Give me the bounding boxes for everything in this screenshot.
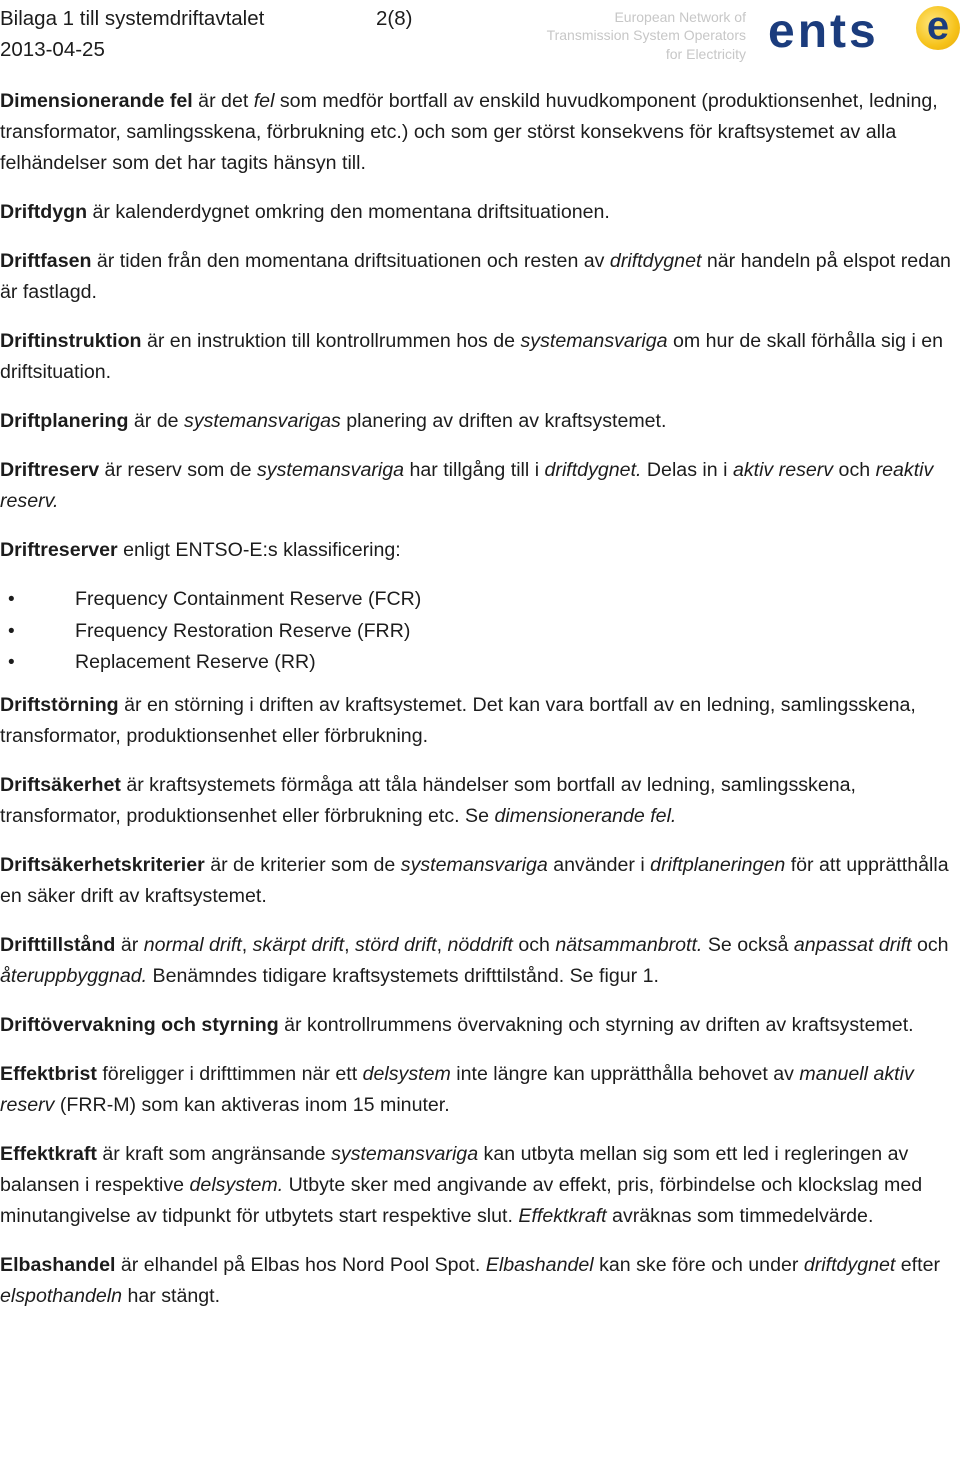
term-heading: Dimensionerande fel	[0, 90, 193, 112]
definition-text: avräknas som timmedelvärde.	[606, 1204, 874, 1227]
definition-text: är kraft som angränsande	[96, 1142, 332, 1165]
document-title: Bilaga 1 till systemdriftavtalet	[0, 7, 265, 30]
definition-text: är en störning i driften av kraftsystemet. Det kan vara bortfall av en ledning, samlingsskena, transformator, produktionsenhet eller förbrukning.	[0, 693, 916, 747]
bullet-icon: •	[8, 620, 15, 642]
definition-text: för att upprätthålla en säker drift av kraftsystemet.	[0, 853, 949, 907]
definition-driftstorning	[0, 690, 960, 752]
term-reference: återuppbyggnad.	[0, 964, 148, 987]
definition-text: och	[833, 459, 876, 481]
term-heading: Drifttillstånd	[0, 933, 116, 956]
term-reference: driftdygnet	[609, 250, 702, 272]
list-item-text: Replacement Reserve (RR)	[75, 651, 316, 673]
list-item	[0, 616, 960, 648]
definition-text: ,	[344, 933, 355, 956]
definition-text: ,	[436, 933, 448, 956]
definition-driftfasen	[0, 246, 960, 308]
term-heading: Driftinstruktion	[0, 330, 142, 352]
definition-text: efter	[895, 1253, 940, 1276]
term-reference: störd drift	[354, 933, 437, 956]
logo-e-emblem: e	[916, 6, 960, 50]
term-reference: manuell aktiv reserv	[0, 1062, 914, 1116]
logo-text: ents	[768, 5, 879, 58]
definition-driftreserver	[0, 535, 960, 566]
term-reference: systemansvariga	[520, 330, 668, 352]
definition-driftovervakning	[0, 1010, 960, 1041]
term-heading: Driftövervakning och styrning	[0, 1013, 279, 1036]
definition-driftreserv	[0, 455, 960, 517]
reserve-classification-list	[0, 584, 960, 679]
definition-text: när handeln på elspot redan är fastlagd.	[0, 250, 951, 303]
document-date: 2013-04-25	[0, 38, 105, 61]
definition-text: är de kriterier som de	[204, 853, 401, 876]
definition-text: har stängt.	[122, 1284, 221, 1307]
term-heading: Elbashandel	[0, 1253, 116, 1276]
definition-text: (FRR-M) som kan aktiveras inom 15 minuter.	[54, 1093, 450, 1116]
term-reference: systemansvariga	[331, 1142, 479, 1165]
term-heading: Driftfasen	[0, 250, 92, 272]
entsoe-logo	[768, 4, 960, 58]
definition-text: är tiden från den momentana driftsituationen och resten av	[91, 250, 610, 272]
definition-text: Benämndes tidigare kraftsystemets drifttilstånd. Se figur 1.	[147, 964, 659, 987]
org-name-line-2: Transmission System Operators	[546, 27, 746, 43]
term-heading: Driftsäkerhet	[0, 773, 121, 796]
definition-driftsakerhet	[0, 770, 960, 832]
term-reference: aktiv reserv	[732, 459, 834, 481]
definition-text: är kraftsystemets förmåga att tåla händelser som bortfall av ledning, samlingsskena, transformator, produktionsenhet eller förbrukning etc. Se	[0, 773, 856, 827]
definition-driftdygn	[0, 197, 960, 228]
definition-effektbrist	[0, 1059, 960, 1121]
definition-text: enligt ENTSO-E:s klassificering:	[117, 539, 401, 561]
bullet-icon: •	[8, 589, 15, 610]
term-heading: Driftstörning	[0, 693, 119, 716]
term-heading: Driftdygn	[0, 201, 88, 223]
term-heading: Driftreserver	[0, 539, 118, 561]
definition-text: Utbyte sker med angivande av effekt, pris, förbindelse och klockslag med minutangivelse av tidpunkt för utbytets start respektive slut.	[0, 1173, 923, 1227]
definition-text: är de	[128, 410, 185, 432]
definition-effektkraft	[0, 1139, 960, 1232]
list-item-text: Frequency Restoration Reserve (FRR)	[75, 619, 411, 642]
term-reference: nätsammanbrott.	[555, 933, 703, 956]
term-reference: systemansvarigas	[184, 410, 341, 432]
definition-text: och	[512, 933, 556, 956]
definition-text: ,	[241, 933, 253, 956]
list-item	[0, 584, 960, 616]
definition-text: planering av driften av kraftsystemet.	[340, 410, 667, 432]
definition-text: är det	[192, 90, 254, 112]
definition-elbashandel	[0, 1250, 960, 1312]
definition-text: är elhandel på Elbas hos Nord Pool Spot.	[115, 1253, 486, 1276]
term-reference: fel	[253, 90, 275, 112]
definition-text: kan ske före och under	[593, 1253, 804, 1276]
term-reference: nöddrift	[447, 933, 513, 956]
definition-text: kan utbyta mellan sig som ett led i regleringen av balansen i respektive	[0, 1142, 909, 1196]
page-header	[0, 0, 960, 80]
term-reference: reaktiv reserv.	[0, 459, 934, 512]
definition-text: har tillgång till i	[404, 459, 545, 481]
definition-text: är	[115, 933, 144, 956]
definitions-list	[0, 86, 960, 1330]
term-reference: driftdygnet.	[544, 459, 642, 481]
term-reference: Elbashandel	[485, 1253, 594, 1276]
definition-driftplanering	[0, 406, 960, 437]
term-heading: Driftsäkerhetskriterier	[0, 853, 205, 876]
org-name-line-3: for Electricity	[665, 46, 746, 62]
term-reference: delsystem.	[189, 1173, 284, 1196]
org-name-line-1: European Network of	[614, 9, 746, 25]
page-number: 2(8)	[376, 7, 413, 30]
definition-text: inte längre kan upprätthålla behovet av	[450, 1062, 800, 1085]
term-reference: systemansvariga	[400, 853, 548, 876]
definition-text: är kalenderdygnet omkring den momentana driftsituationen.	[87, 201, 610, 223]
definition-text: föreligger i drifttimmen när ett	[96, 1062, 363, 1085]
definition-dimensionerande-fel	[0, 86, 960, 179]
term-heading: Effektkraft	[0, 1142, 97, 1165]
term-reference: elspothandeln	[0, 1284, 123, 1307]
term-reference: systemansvariga	[257, 459, 405, 481]
list-item	[0, 647, 960, 679]
definition-driftsakerhetskriterier	[0, 850, 960, 912]
term-heading: Driftreserv	[0, 459, 100, 481]
definition-text: är kontrollrummens övervakning och styrning av driften av kraftsystemet.	[278, 1013, 914, 1036]
definition-driftinstruktion	[0, 326, 960, 388]
definition-text: om hur de skall förhålla sig i en driftsituation.	[0, 330, 944, 383]
term-reference: skärpt drift	[252, 933, 345, 956]
term-reference: Effektkraft	[518, 1204, 607, 1227]
term-reference: anpassat drift	[793, 933, 912, 956]
definition-text: Delas in i	[641, 459, 733, 481]
definition-text: använder i	[547, 853, 651, 876]
term-reference: delsystem	[362, 1062, 451, 1085]
list-item-text: Frequency Containment Reserve (FCR)	[75, 588, 422, 610]
definition-drifttillstand	[0, 930, 960, 992]
term-reference: driftdygnet	[803, 1253, 896, 1276]
definition-text: Se också	[702, 933, 794, 956]
term-heading: Effektbrist	[0, 1062, 97, 1085]
term-heading: Driftplanering	[0, 410, 129, 432]
term-reference: dimensionerande fel.	[494, 804, 677, 827]
definition-text: som medför bortfall av enskild huvudkomponent (produktionsenhet, ledning, transformator, samlingsskena, förbrukning etc.) och som ger störst konsekvens för kraftsystemet av alla felhändelser som det har tagits hänsyn till.	[0, 90, 938, 174]
definition-text: är reserv som de	[99, 459, 257, 481]
term-reference: driftplaneringen	[650, 853, 786, 876]
term-reference: normal drift	[143, 933, 242, 956]
definition-text: är en instruktion till kontrollrummen hos de	[141, 330, 521, 352]
definition-text: och	[911, 933, 949, 956]
bullet-icon: •	[8, 652, 15, 673]
